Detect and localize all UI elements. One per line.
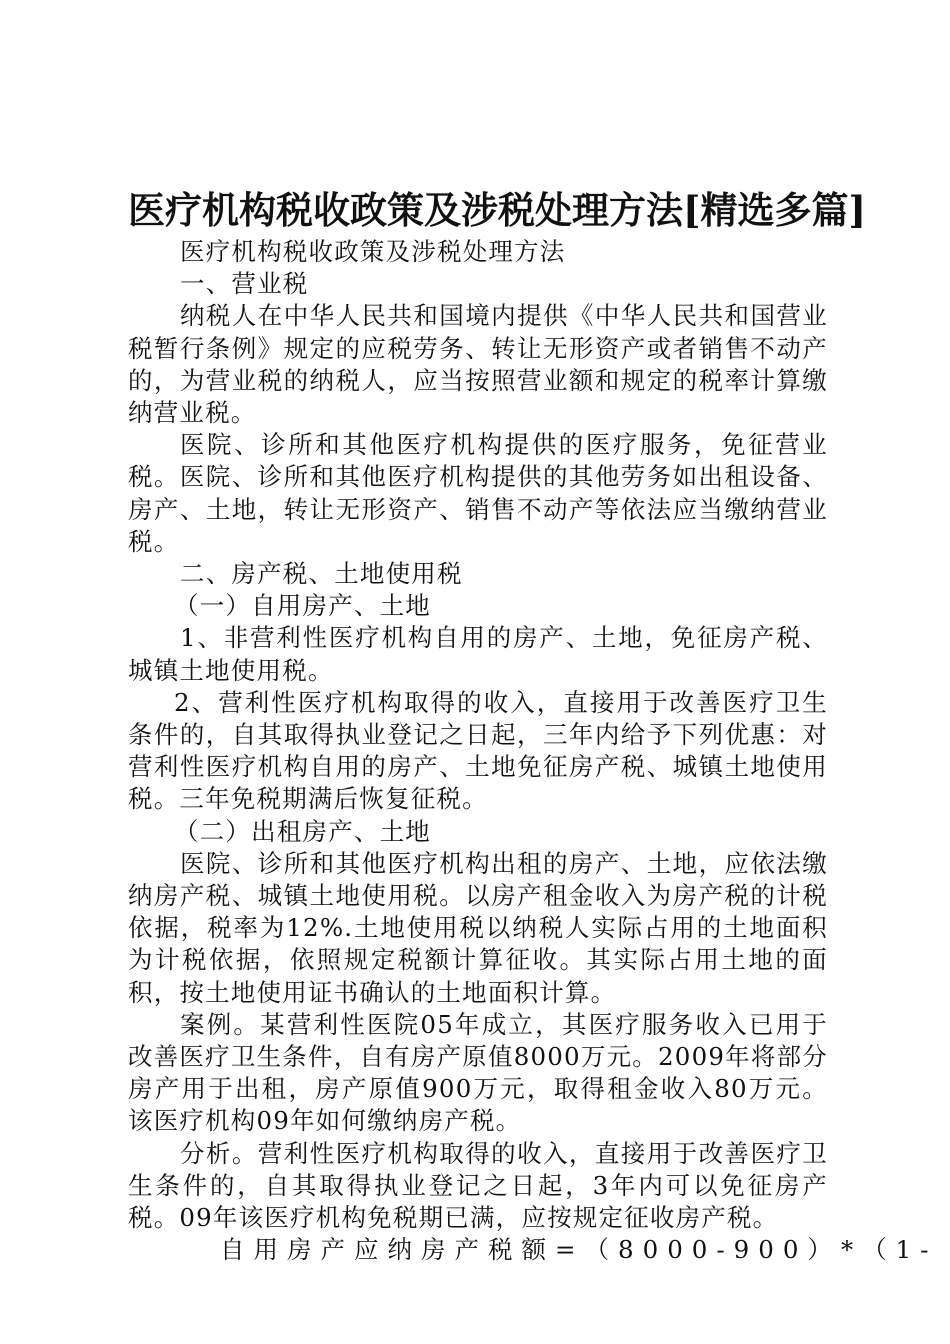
- subsection-heading-self-use: （一）自用房产、土地: [174, 591, 431, 621]
- paragraph-analysis: 分析。营利性医疗机构取得的收入，直接用于改善医疗卫生条件的，自其取得执业登记之日起，3年内可以免征房产税。09年该医疗机构免税期已满，应按规定征收房产税。: [128, 1138, 828, 1233]
- section-heading-business-tax: 一、营业税: [180, 269, 309, 299]
- paragraph-medical-exemption: 医院、诊所和其他医疗机构提供的医疗服务，免征营业税。医院、诊所和其他医疗机构提供的其他劳务如出租设备、房产、土地，转让无形资产、销售不动产等依法应当缴纳营业税。: [128, 430, 828, 556]
- document-body: [128, 236, 938, 1267]
- subsection-heading-rental: （二）出租房产、土地: [174, 816, 431, 846]
- paragraph-formula: 自用房产应纳房产税额=（8000-900）*（1-: [220, 1235, 938, 1265]
- paragraph-case-example: 案例。某营利性医院05年成立，其医疗服务收入已用于改善医疗卫生条件，自有房产原值8000万元。2009年将部分房产用于出租，房产原值900万元，取得租金收入80万元。该医疗机构09年如何缴纳房产税。: [128, 1009, 828, 1136]
- paragraph-for-profit-preference: 2、营利性医疗机构取得的收入，直接用于改善医疗卫生条件的，自其取得执业登记之日起，三年内给予下列优惠：对营利性医疗机构自用的房产、土地免征房产税、城镇土地使用税。三年免税期满后恢复征税。: [128, 687, 828, 814]
- document-title: 医疗机构税收政策及涉税处理方法[精选多篇]: [128, 188, 867, 232]
- section-heading-property-land-tax: 二、房产税、土地使用税: [180, 559, 463, 589]
- paragraph-taxpayer-definition: 纳税人在中华人民共和国境内提供《中华人民共和国营业税暂行条例》规定的应税劳务、转让无形资产或者销售不动产的，为营业税的纳税人，应当按照营业额和规定的税率计算缴纳营业税。: [128, 301, 828, 428]
- subtitle-paragraph: 医疗机构税收政策及涉税处理方法: [180, 237, 566, 266]
- paragraph-nonprofit-exemption: 1、非营利性医疗机构自用的房产、土地，免征房产税、城镇土地使用税。: [128, 623, 828, 685]
- paragraph-rental-tax: 医院、诊所和其他医疗机构出租的房产、土地，应依法缴纳房产税、城镇土地使用税。以房产租金收入为房产税的计税依据，税率为12%.土地使用税以纳税人实际占用的土地面积为计税依据，依照规定税额计算征收。其实际占用土地的面积，按土地使用证书确认的土地面积计算。: [128, 848, 828, 1007]
